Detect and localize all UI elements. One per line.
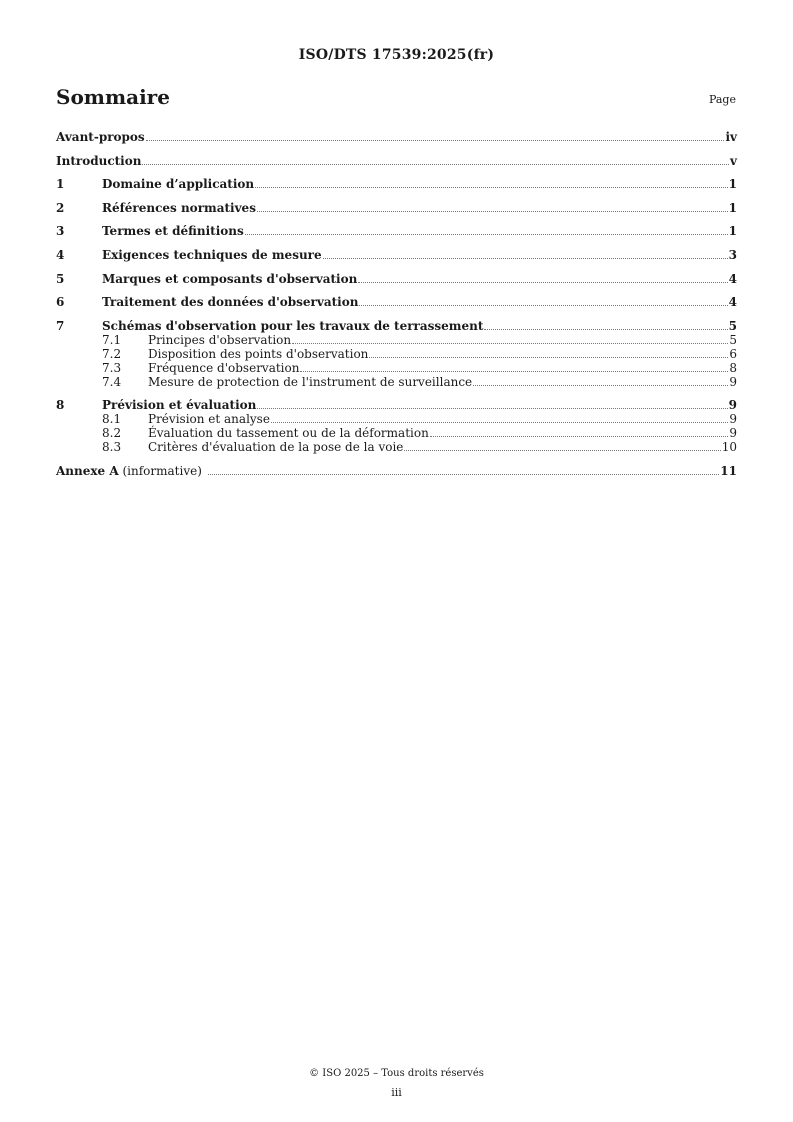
table-of-contents <box>56 130 737 478</box>
toc-entry-subsection-8-1[interactable] <box>56 412 737 426</box>
footer-page-number: iii <box>391 1086 402 1099</box>
toc-entry-number: 2 <box>56 200 65 215</box>
toc-entry-page: 9 <box>728 398 737 413</box>
toc-entry-title: Prévision et analyse <box>148 412 270 427</box>
toc-entry-title: Disposition des points d'observation <box>148 346 369 361</box>
dot-leader <box>300 371 728 372</box>
toc-entry-page: 8 <box>729 360 737 375</box>
dot-leader <box>359 305 727 306</box>
toc-entry-title: Critères d'évaluation de la pose de la voie <box>148 440 404 455</box>
dot-leader <box>369 357 728 358</box>
toc-entry-number: 7.4 <box>102 374 122 389</box>
toc-entry-title: Introduction <box>56 153 142 168</box>
toc-entry-introduction[interactable] <box>56 154 737 168</box>
toc-entry-section-7[interactable] <box>56 319 737 333</box>
toc-entry-number: 8.1 <box>102 412 122 427</box>
toc-entry-page: 9 <box>729 374 737 389</box>
toc-entry-page: 1 <box>728 224 737 239</box>
toc-entry-section-2[interactable] <box>56 201 737 215</box>
page-column-label: Page <box>708 93 736 106</box>
document-header: ISO/DTS 17539:2025(fr) <box>298 47 495 63</box>
toc-entry-annex-suffix: (informative) <box>118 463 202 478</box>
toc-entry-title: Traitement des données d'observation <box>102 295 359 310</box>
toc-entry-title: Annexe A <box>56 463 119 478</box>
toc-entry-number: 8.2 <box>102 426 122 441</box>
toc-entry-section-3[interactable] <box>56 224 737 238</box>
dot-leader <box>358 282 727 283</box>
dot-leader <box>208 474 719 475</box>
toc-entry-subsection-7-4[interactable] <box>56 375 737 389</box>
toc-entry-number: 1 <box>56 177 65 192</box>
toc-entry-number: 7 <box>56 318 65 333</box>
dot-leader <box>257 408 727 409</box>
toc-entry-number: 8.3 <box>102 440 122 455</box>
toc-entry-title: Domaine d’application <box>102 177 255 192</box>
copyright-footer: © ISO 2025 – Tous droits réservés <box>309 1068 484 1079</box>
toc-entry-title: Avant-propos <box>56 130 145 144</box>
toc-entry-page: v <box>730 153 737 168</box>
toc-entry-page: 4 <box>728 295 737 310</box>
toc-entry-subsection-7-2[interactable] <box>56 347 737 361</box>
dot-leader <box>484 329 727 330</box>
dot-leader <box>146 140 725 141</box>
toc-entry-page: 5 <box>728 318 737 333</box>
toc-entry-title: Marques et composants d'observation <box>102 271 358 286</box>
dot-leader <box>292 343 728 344</box>
toc-entry-number: 5 <box>56 271 65 286</box>
toc-entry-number: 7.3 <box>102 360 122 375</box>
toc-entry-number: 7.1 <box>102 332 122 347</box>
dot-leader <box>404 450 720 451</box>
toc-entry-title: Évaluation du tassement ou de la déformation <box>148 426 429 441</box>
toc-entry-subsection-7-1[interactable] <box>56 333 737 347</box>
toc-entry-page: 3 <box>728 247 737 262</box>
toc-entry-title: Schémas d'observation pour les travaux de terrassement <box>102 318 484 333</box>
toc-entry-page: 1 <box>728 177 737 192</box>
dot-leader <box>473 385 728 386</box>
toc-entry-title: Principes d'observation <box>148 332 292 347</box>
toc-title: Sommaire <box>56 85 170 109</box>
toc-entry-page: 9 <box>729 412 737 427</box>
toc-entry-page: 4 <box>728 271 737 286</box>
toc-entry-section-1[interactable] <box>56 177 737 191</box>
toc-entry-number: 8 <box>56 398 65 413</box>
toc-entry-subsection-8-3[interactable] <box>56 440 737 454</box>
toc-entry-page: 1 <box>728 200 737 215</box>
toc-entry-section-8[interactable] <box>56 398 737 412</box>
dot-leader <box>257 211 728 212</box>
dot-leader <box>323 258 728 259</box>
dot-leader <box>255 187 728 188</box>
toc-entry-page: 9 <box>729 426 737 441</box>
toc-entry-section-4[interactable] <box>56 248 737 262</box>
toc-entry-subsection-7-3[interactable] <box>56 361 737 375</box>
toc-entry-title: Prévision et évaluation <box>102 398 257 413</box>
toc-entry-number: 6 <box>56 295 65 310</box>
dot-leader <box>271 422 728 423</box>
toc-entry-title: Fréquence d'observation <box>148 360 300 375</box>
toc-entry-page: 10 <box>721 440 737 455</box>
toc-entry-annex-a[interactable] <box>56 464 737 478</box>
toc-entry-section-5[interactable] <box>56 272 737 286</box>
toc-entry-number: 7.2 <box>102 346 122 361</box>
toc-entry-page: 6 <box>729 346 737 361</box>
dot-leader <box>430 436 729 437</box>
toc-entry-page: iv <box>725 130 737 144</box>
toc-entry-page: 5 <box>729 332 737 347</box>
toc-entry-title: Exigences techniques de mesure <box>102 247 322 262</box>
toc-entry-title: Termes et définitions <box>102 224 244 239</box>
dot-leader <box>245 234 728 235</box>
toc-entry-page: 11 <box>720 463 737 478</box>
toc-entry-title: Références normatives <box>102 200 256 215</box>
dot-leader <box>142 164 729 165</box>
toc-entry-number: 3 <box>56 224 65 239</box>
toc-entry-title: Mesure de protection de l'instrument de surveillance <box>148 374 473 389</box>
toc-entry-number: 4 <box>56 247 65 262</box>
toc-entry-subsection-8-2[interactable] <box>56 426 737 440</box>
toc-entry-foreword[interactable] <box>56 130 737 144</box>
toc-entry-section-6[interactable] <box>56 295 737 309</box>
